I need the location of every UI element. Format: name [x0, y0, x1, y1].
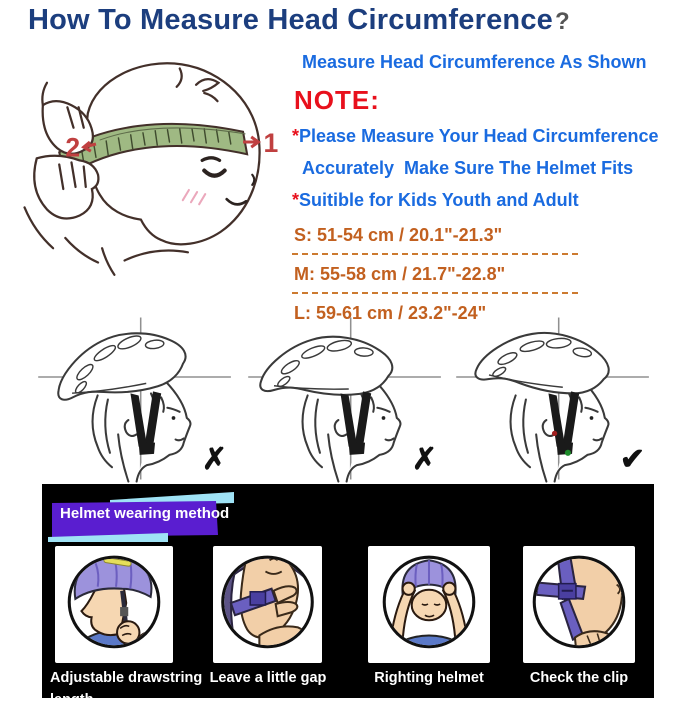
note-heading: NOTE: — [294, 85, 380, 115]
measuring-head-illustration — [2, 46, 288, 286]
step-card-drawstring — [55, 546, 173, 663]
helmet-fit-examples — [0, 313, 679, 485]
size-row-l: L: 59-61 cm / 23.2"-24" — [294, 303, 487, 323]
asterisk: * — [292, 126, 300, 146]
gap-illustration — [213, 546, 322, 663]
measure-subtitle: Measure Head Circumference As Shown — [302, 52, 647, 72]
x-mark-icon: ✗ — [201, 443, 227, 476]
fit-example-tilted — [240, 313, 445, 483]
x-mark-icon: ✗ — [411, 443, 437, 476]
clip-illustration — [523, 546, 635, 663]
righting-illustration — [368, 546, 490, 663]
step-caption-righting: Righting helmet — [374, 670, 484, 686]
step-card-righting — [368, 546, 490, 663]
drawstring-illustration — [55, 546, 173, 663]
note-line-2-text: Accurately Make Sure The Helmet Fits — [302, 158, 634, 178]
asterisk: * — [292, 190, 300, 210]
page-title-question-mark: ? — [555, 8, 570, 35]
audience-line — [292, 190, 672, 211]
step-caption-gap: Leave a little gap — [209, 670, 327, 686]
page-title-text: How To Measure Head Circumference — [28, 4, 553, 36]
size-row-m: M: 55-58 cm / 21.7"-22.8" — [292, 261, 578, 294]
audience-line-text: Suitible for Kids Youth and Adult — [299, 190, 579, 210]
helmet-wearing-method-panel — [42, 484, 654, 706]
fit-example-correct — [448, 313, 653, 483]
size-row-s: S: 51-54 cm / 20.1"-21.3" — [292, 222, 578, 255]
step-card-clip — [523, 546, 635, 663]
note-line-2 — [292, 158, 672, 179]
fit-example-too-far-back — [30, 313, 235, 483]
info-column — [292, 52, 672, 331]
banner-title: Helmet wearing method — [60, 505, 230, 522]
step-card-gap — [213, 546, 322, 663]
step-1-label: 1 — [263, 128, 279, 159]
note-line-1 — [292, 126, 672, 147]
step-caption-drawstring: Adjustable drawstring length — [50, 670, 203, 706]
step-2-label: 2 — [65, 132, 81, 163]
check-mark-icon: ✔ — [619, 443, 645, 476]
note-line-1-text: Please Measure Your Head Circumference — [299, 126, 659, 146]
page-title — [28, 4, 570, 37]
step-caption-clip: Check the clip — [529, 670, 629, 686]
